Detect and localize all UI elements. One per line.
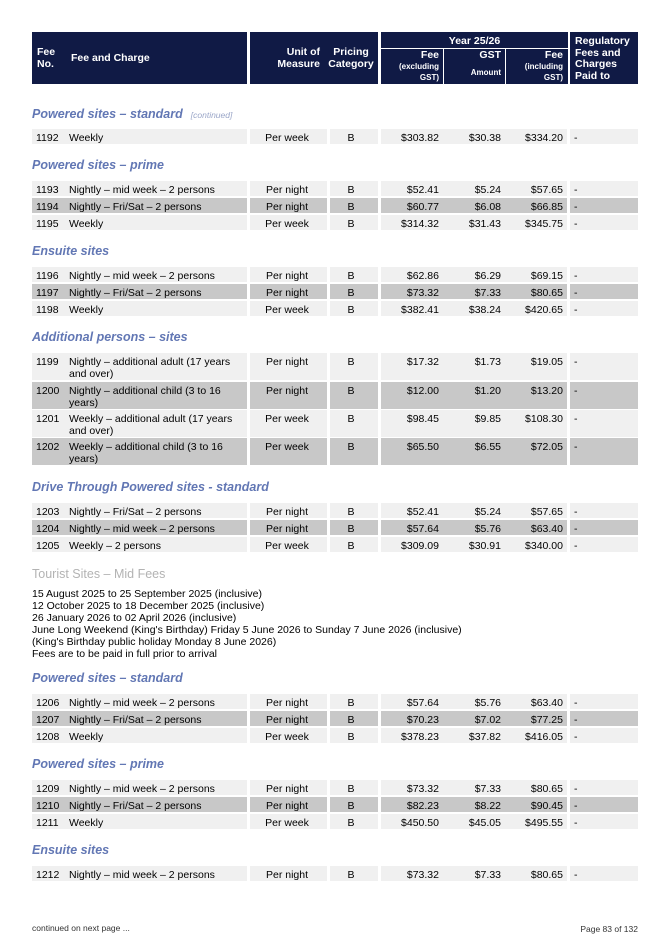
gst-amount-cell: $31.43 [468, 218, 501, 230]
fee-description-cell: Weekly [69, 817, 104, 829]
regulatory-cell: - [574, 817, 578, 829]
fee-excl-gst-cell: $57.64 [406, 697, 439, 709]
table-row [32, 728, 638, 744]
fee-number-cell: 1192 [36, 132, 59, 144]
unit-cell: Per week [265, 731, 309, 743]
gst-amount-cell: $8.22 [474, 800, 501, 812]
regulatory-cell: - [574, 287, 578, 299]
fee-incl-gst-cell: $340.00 [525, 540, 563, 552]
unit-cell: Per night [265, 783, 309, 795]
fee-incl-gst-cell: $90.45 [530, 800, 563, 812]
gst-amount-cell: $30.91 [468, 540, 501, 552]
gst-amount-cell: $7.02 [474, 714, 501, 726]
tourist-line: 12 October 2025 to 18 December 2025 (inclusive) [32, 600, 265, 612]
fee-incl-gst-cell: $57.65 [530, 506, 563, 518]
unit-cell: Per night [265, 800, 309, 812]
fee-incl-gst-cell: $63.40 [530, 523, 563, 535]
fee-description-cell: Nightly – Fri/Sat – 2 persons [69, 201, 202, 213]
fee-number-cell: 1207 [36, 714, 60, 726]
regulatory-cell: - [574, 731, 578, 743]
table-row [32, 711, 638, 727]
unit-cell: Per night [265, 714, 309, 726]
fee-incl-gst-cell: $69.15 [530, 270, 563, 282]
table-row [32, 537, 638, 553]
category-cell: B [347, 817, 355, 829]
fee-excl-gst-cell: $314.32 [401, 218, 439, 230]
category-cell: B [347, 385, 355, 397]
table-row [32, 797, 638, 813]
fee-description-cell: Nightly – Fri/Sat – 2 persons [69, 714, 202, 726]
fee-incl-gst-cell: $80.65 [530, 783, 563, 795]
section-heading: Powered sites – prime [32, 158, 165, 172]
regulatory-cell: - [574, 201, 578, 213]
fee-excl-gst-cell: $57.64 [406, 523, 439, 535]
regulatory-cell: - [574, 413, 578, 425]
category-cell: B [347, 356, 355, 368]
col-header-year-group [381, 32, 568, 84]
table-row [32, 301, 638, 317]
unit-cell: Per week [265, 817, 309, 829]
fee-incl-gst-cell: $63.40 [530, 697, 563, 709]
fee-excl-gst-cell: $73.32 [406, 783, 439, 795]
col-header-pricing-category: Pricing Category [324, 32, 378, 84]
unit-cell: Per night [265, 869, 309, 881]
unit-cell: Per week [265, 218, 309, 230]
category-cell: B [347, 523, 355, 535]
fee-excl-gst-cell: $382.41 [401, 304, 439, 316]
page-number: Page 83 of 132 [580, 924, 638, 934]
col-header-gst: GST Amount [470, 49, 501, 77]
fee-excl-gst-cell: $60.77 [406, 201, 439, 213]
fee-description-cell: Nightly – mid week – 2 persons [69, 523, 215, 535]
category-cell: B [347, 869, 355, 881]
table-row [32, 503, 638, 519]
table-row [32, 694, 638, 710]
fee-incl-gst-cell: $77.25 [530, 714, 563, 726]
gst-amount-cell: $6.08 [474, 201, 501, 213]
fee-number-cell: 1204 [36, 523, 60, 535]
fee-excl-gst-cell: $309.09 [401, 540, 439, 552]
unit-cell: Per night [265, 697, 309, 709]
fee-description-cell: Weekly [69, 731, 104, 743]
unit-cell: Per night [265, 270, 309, 282]
regulatory-cell: - [574, 783, 578, 795]
fee-description-cell: Nightly – Fri/Sat – 2 persons [69, 287, 202, 299]
fee-description-cell: Nightly – additional adult (17 years and over) [69, 356, 231, 380]
category-cell: B [347, 184, 355, 196]
fee-number-cell: 1199 [36, 356, 59, 368]
fee-incl-gst-cell: $72.05 [530, 441, 563, 453]
regulatory-cell: - [574, 714, 578, 726]
fee-incl-gst-cell: $57.65 [530, 184, 563, 196]
regulatory-cell: - [574, 869, 578, 881]
fee-excl-gst-cell: $82.23 [406, 800, 439, 812]
category-cell: B [347, 201, 355, 213]
category-cell: B [347, 783, 355, 795]
regulatory-cell: - [574, 800, 578, 812]
gst-amount-cell: $5.24 [474, 506, 501, 518]
category-cell: B [347, 287, 355, 299]
fee-number-cell: 1210 [36, 800, 60, 812]
fee-incl-gst-cell: $420.65 [525, 304, 563, 316]
col-header-fee-no: Fee No. [32, 32, 66, 84]
category-cell: B [347, 506, 355, 518]
unit-cell: Per week [265, 540, 309, 552]
gst-amount-cell: $6.29 [474, 270, 501, 282]
regulatory-cell: - [574, 441, 578, 453]
regulatory-cell: - [574, 132, 578, 144]
section-heading: Powered sites – prime [32, 757, 165, 771]
section-heading: Powered sites – standard [32, 671, 183, 685]
fee-description-cell: Weekly [69, 218, 104, 230]
gst-amount-cell: $30.38 [468, 132, 501, 144]
category-cell: B [347, 731, 355, 743]
unit-cell: Per night [265, 184, 309, 196]
fee-excl-gst-cell: $52.41 [406, 184, 439, 196]
fee-description-cell: Weekly [69, 132, 104, 144]
fee-excl-gst-cell: $303.82 [401, 132, 439, 144]
category-cell: B [347, 441, 355, 453]
fee-description-cell: Weekly – 2 persons [69, 540, 162, 552]
gst-amount-cell: $5.76 [474, 523, 501, 535]
fee-number-cell: 1194 [36, 201, 59, 213]
table-row [32, 284, 638, 300]
fee-description-cell: Nightly – additional child (3 to 16 years) [69, 385, 221, 409]
fee-excl-gst-cell: $52.41 [406, 506, 439, 518]
gst-amount-cell: $1.20 [474, 385, 501, 397]
fee-excl-gst-cell: $17.32 [406, 356, 439, 368]
table-row [32, 438, 638, 466]
section-continued-note: [continued] [190, 110, 233, 120]
gst-amount-cell: $38.24 [468, 304, 501, 316]
unit-cell: Per night [265, 356, 309, 368]
fee-incl-gst-cell: $66.85 [530, 201, 563, 213]
regulatory-cell: - [574, 270, 578, 282]
table-row [32, 814, 638, 830]
gst-amount-cell: $6.55 [474, 441, 501, 453]
section-heading: Powered sites – standard [continued] [32, 107, 233, 121]
category-cell: B [347, 218, 355, 230]
fee-incl-gst-cell: $345.75 [525, 218, 563, 230]
fee-number-cell: 1198 [36, 304, 59, 316]
table-row [32, 410, 638, 438]
fee-description-cell: Weekly [69, 304, 104, 316]
regulatory-cell: - [574, 540, 578, 552]
regulatory-cell: - [574, 184, 578, 196]
fee-incl-gst-cell: $108.30 [525, 413, 563, 425]
fee-excl-gst-cell: $73.32 [406, 869, 439, 881]
fee-number-cell: 1197 [36, 287, 59, 299]
continued-note: continued on next page ... [32, 923, 130, 933]
category-cell: B [347, 540, 355, 552]
col-header-fee-incl: Fee (including GST) [524, 49, 563, 82]
col-header-regulatory: Regulatory Fees and Charges Paid to [570, 32, 638, 84]
unit-cell: Per night [265, 385, 309, 397]
fee-number-cell: 1206 [36, 697, 60, 709]
fee-number-cell: 1203 [36, 506, 60, 518]
unit-cell: Per night [265, 201, 309, 213]
fee-number-cell: 1209 [36, 783, 60, 795]
tourist-line: (King's Birthday public holiday Monday 8 June 2026) [32, 636, 277, 648]
fee-number-cell: 1195 [36, 218, 59, 230]
table-row [32, 215, 638, 231]
year-label: Year 25/26 [448, 35, 501, 47]
fee-incl-gst-cell: $19.05 [530, 356, 563, 368]
table-row [32, 780, 638, 796]
col-header-unit-of-measure: Unit of Measure [250, 32, 324, 84]
section-heading: Drive Through Powered sites - standard [32, 480, 269, 494]
unit-cell: Per week [265, 441, 309, 453]
fee-excl-gst-cell: $62.86 [406, 270, 439, 282]
tourist-line: Fees are to be paid in full prior to arrival [32, 648, 218, 660]
table-row [32, 181, 638, 197]
fee-number-cell: 1212 [36, 869, 60, 881]
table-row [32, 866, 638, 882]
fee-description-cell: Nightly – mid week – 2 persons [69, 184, 215, 196]
fee-number-cell: 1211 [36, 817, 59, 829]
fee-excl-gst-cell: $98.45 [406, 413, 439, 425]
regulatory-cell: - [574, 356, 578, 368]
category-cell: B [347, 697, 355, 709]
fee-excl-gst-cell: $450.50 [401, 817, 439, 829]
fee-description-cell: Nightly – mid week – 2 persons [69, 270, 215, 282]
category-cell: B [347, 132, 355, 144]
section-heading: Ensuite sites [32, 244, 110, 258]
gst-amount-cell: $7.33 [474, 287, 501, 299]
table-row [32, 353, 638, 381]
tourist-sites-heading: Tourist Sites – Mid Fees [32, 567, 166, 581]
table-row [32, 520, 638, 536]
regulatory-cell: - [574, 523, 578, 535]
category-cell: B [347, 413, 355, 425]
fee-incl-gst-cell: $80.65 [530, 287, 563, 299]
unit-cell: Per night [265, 506, 309, 518]
tourist-dates-paragraph [32, 588, 462, 660]
category-cell: B [347, 304, 355, 316]
gst-amount-cell: $5.76 [474, 697, 501, 709]
col-header-fee-and-charge: Fee and Charge [66, 32, 247, 84]
fee-excl-gst-cell: $73.32 [406, 287, 439, 299]
category-cell: B [347, 714, 355, 726]
section-heading: Additional persons – sites [32, 330, 188, 344]
fee-excl-gst-cell: $70.23 [406, 714, 439, 726]
fee-number-cell: 1196 [36, 270, 59, 282]
section-heading: Ensuite sites [32, 843, 110, 857]
fee-description-cell: Nightly – mid week – 2 persons [69, 869, 215, 881]
gst-amount-cell: $45.05 [468, 817, 501, 829]
category-cell: B [347, 800, 355, 812]
table-row [32, 267, 638, 283]
fee-number-cell: 1202 [36, 441, 60, 453]
fee-number-cell: 1200 [36, 385, 60, 397]
gst-amount-cell: $37.82 [468, 731, 501, 743]
category-cell: B [347, 270, 355, 282]
tourist-line: 15 August 2025 to 25 September 2025 (inclusive) [32, 588, 262, 600]
table-row [32, 382, 638, 410]
fee-excl-gst-cell: $65.50 [406, 441, 439, 453]
fee-description-cell: Nightly – mid week – 2 persons [69, 783, 215, 795]
fee-description-cell: Weekly – additional child (3 to 16 years) [69, 441, 223, 465]
unit-cell: Per night [265, 287, 309, 299]
fee-incl-gst-cell: $13.20 [530, 385, 563, 397]
gst-amount-cell: $5.24 [474, 184, 501, 196]
tourist-line: June Long Weekend (King's Birthday) Friday 5 June 2026 to Sunday 7 June 2026 (inclusive) [32, 624, 462, 636]
fee-description-cell: Nightly – Fri/Sat – 2 persons [69, 800, 202, 812]
gst-amount-cell: $9.85 [474, 413, 501, 425]
fee-description-cell: Nightly – mid week – 2 persons [69, 697, 215, 709]
unit-cell: Per week [265, 413, 309, 425]
fee-number-cell: 1205 [36, 540, 60, 552]
fee-number-cell: 1208 [36, 731, 60, 743]
col-header-fee-excl: Fee (excluding GST) [398, 49, 439, 82]
gst-amount-cell: $7.33 [474, 783, 501, 795]
fee-incl-gst-cell: $495.55 [525, 817, 563, 829]
table-row [32, 198, 638, 214]
regulatory-cell: - [574, 218, 578, 230]
fee-description-cell: Nightly – Fri/Sat – 2 persons [69, 506, 202, 518]
fee-description-cell: Weekly – additional adult (17 years and over) [69, 413, 233, 437]
fee-incl-gst-cell: $80.65 [530, 869, 563, 881]
fee-number-cell: 1201 [36, 413, 60, 425]
fee-excl-gst-cell: $378.23 [401, 731, 439, 743]
fee-excl-gst-cell: $12.00 [406, 385, 439, 397]
regulatory-cell: - [574, 506, 578, 518]
unit-cell: Per week [265, 304, 309, 316]
fee-incl-gst-cell: $334.20 [525, 132, 563, 144]
regulatory-cell: - [574, 697, 578, 709]
fee-number-cell: 1193 [36, 184, 59, 196]
regulatory-cell: - [574, 385, 578, 397]
gst-amount-cell: $7.33 [474, 869, 501, 881]
tourist-line: 26 January 2026 to 02 April 2026 (inclusive) [32, 612, 237, 624]
regulatory-cell: - [574, 304, 578, 316]
gst-amount-cell: $1.73 [474, 356, 501, 368]
unit-cell: Per night [265, 523, 309, 535]
fee-incl-gst-cell: $416.05 [525, 731, 563, 743]
unit-cell: Per week [265, 132, 309, 144]
table-row [32, 129, 638, 145]
